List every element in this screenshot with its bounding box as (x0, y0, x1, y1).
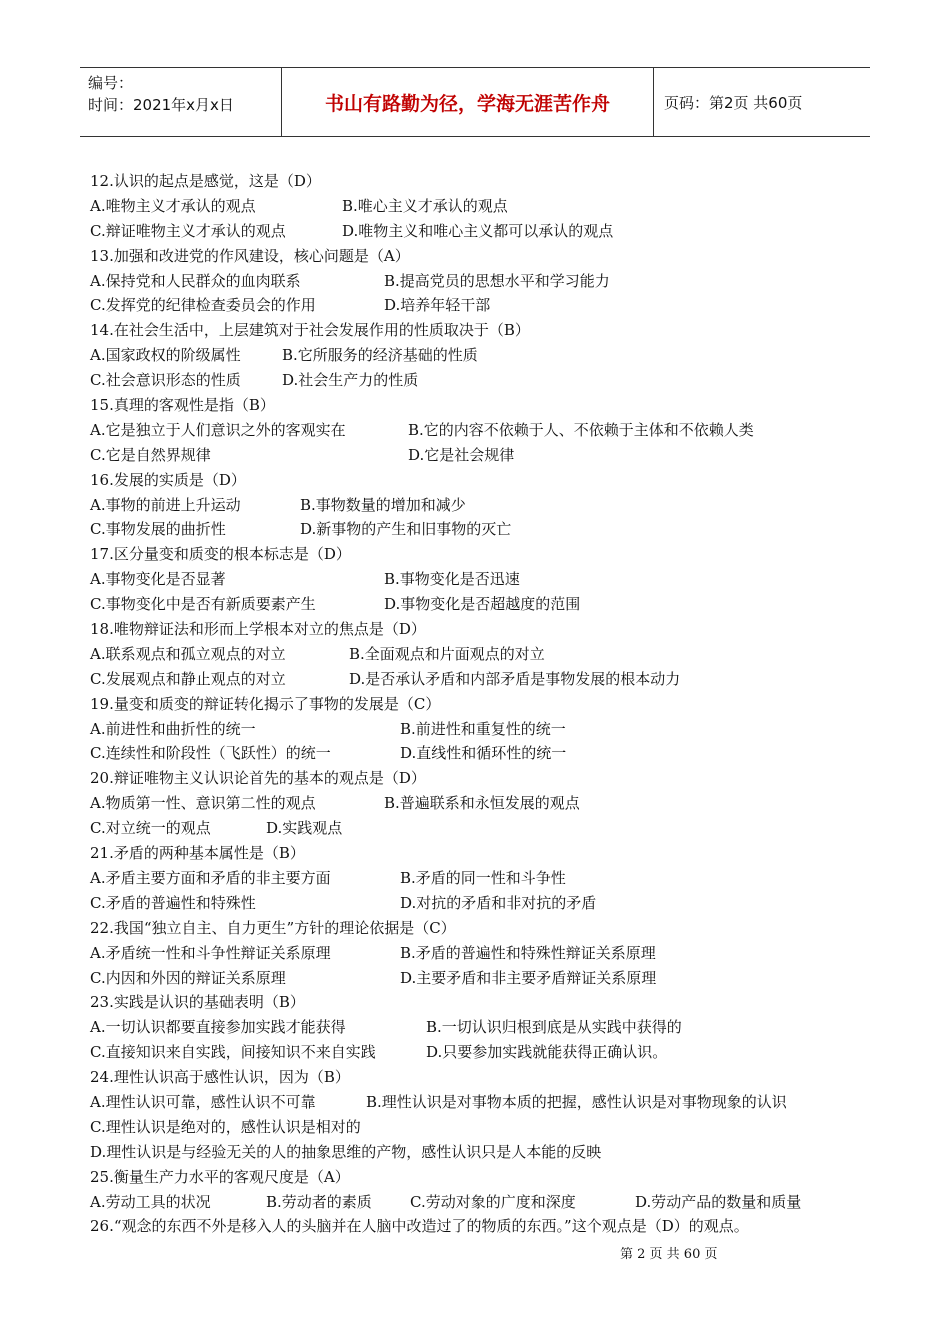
option-text: A.矛盾统一性和斗争性辩证关系原理 (90, 943, 331, 962)
option-text: C.对立统一的观点 (90, 819, 211, 838)
document-header (80, 67, 870, 137)
options-row (90, 741, 860, 766)
options-row (90, 1015, 860, 1040)
options-row (90, 567, 860, 592)
options-row (90, 219, 860, 244)
header-motto: 书山有路勤为径，学海无涯苦作舟 (282, 68, 654, 136)
question-list (90, 169, 860, 1239)
question-line: C.理性认识是绝对的，感性认识是相对的 (90, 1117, 361, 1136)
options-row (90, 269, 860, 294)
options-row (90, 717, 860, 742)
option-text: C.事物变化中是否有新质要素产生 (90, 595, 316, 614)
option-text: B.事物数量的增加和减少 (300, 495, 466, 514)
option-text: A.理性认识可靠，感性认识不可靠 (90, 1092, 316, 1111)
option-text: C.辩证唯物主义才承认的观点 (90, 221, 286, 240)
question-line: 24.理性认识高于感性认识，因为（B） (90, 1068, 350, 1087)
question-line: 21.矛盾的两种基本属性是（B） (90, 844, 305, 863)
option-text: A.它是独立于人们意识之外的客观实在 (90, 420, 346, 439)
question-line: 17.区分量变和质变的根本标志是（D） (90, 545, 351, 564)
question-line: 13.加强和改进党的作风建设，核心问题是（A） (90, 246, 410, 265)
option-text: A.唯物主义才承认的观点 (90, 196, 256, 215)
options-row (90, 493, 860, 518)
question-line: 16.发展的实质是（D） (90, 470, 246, 489)
option-text: C.发挥党的纪律检查委员会的作用 (90, 296, 316, 315)
question-line: D.理性认识是与经验无关的人的抽象思维的产物，感性认识只是人本能的反映 (90, 1142, 602, 1161)
options-row (90, 368, 860, 393)
option-text: C.内因和外因的辩证关系原理 (90, 968, 286, 987)
option-text: A.前进性和曲折性的统一 (90, 719, 256, 738)
page-footer: 第 2 页 共 60 页 (620, 1247, 718, 1262)
option-text: D.事物变化是否超越度的范围 (384, 595, 581, 614)
header-page-info: 页码：第2页 共60页 (664, 93, 803, 112)
options-row (90, 194, 860, 219)
date-label: 时间：2021年x月x日 (88, 96, 234, 114)
options-row (90, 667, 860, 692)
option-text: B.它的内容不依赖于人、不依赖于主体和不依赖人类 (408, 420, 754, 439)
option-text: A.一切认识都要直接参加实践才能获得 (90, 1018, 346, 1037)
question-line: 26.“观念的东西不外是移入人的头脑并在人脑中改造过了的物质的东西。”这个观点是（D）的观点。 (90, 1217, 749, 1236)
options-row (90, 418, 860, 443)
option-text: D.是否承认矛盾和内部矛盾是事物发展的根本动力 (349, 669, 681, 688)
option-text: D.唯物主义和唯心主义都可以承认的观点 (342, 221, 614, 240)
option-text: B.事物变化是否迅速 (384, 570, 520, 589)
option-text: B.普遍联系和永恒发展的观点 (384, 794, 580, 813)
option-text: C.事物发展的曲折性 (90, 520, 226, 539)
option-text: B.劳动者的素质 (266, 1192, 372, 1211)
options-row (90, 293, 860, 318)
question-line: 18.唯物辩证法和形而上学根本对立的焦点是（D） (90, 620, 426, 639)
option-text: D.主要矛盾和非主要矛盾辩证关系原理 (400, 968, 657, 987)
option-text: B.全面观点和片面观点的对立 (349, 644, 545, 663)
option-text: B.矛盾的同一性和斗争性 (400, 868, 566, 887)
option-text: D.实践观点 (266, 819, 343, 838)
header-meta (80, 68, 282, 136)
option-text: D.新事物的产生和旧事物的灭亡 (300, 520, 512, 539)
option-text: A.事物变化是否显著 (90, 570, 226, 589)
option-text: D.只要参加实践就能获得正确认识。 (426, 1043, 668, 1062)
options-row (90, 791, 860, 816)
option-text: A.矛盾主要方面和矛盾的非主要方面 (90, 868, 331, 887)
option-text: B.理性认识是对事物本质的把握，感性认识是对事物现象的认识 (366, 1092, 787, 1111)
options-row (90, 1090, 860, 1115)
option-text: D.对抗的矛盾和非对抗的矛盾 (400, 893, 597, 912)
options-row (90, 1040, 860, 1065)
option-text: B.前进性和重复性的统一 (400, 719, 566, 738)
option-text: B.唯心主义才承认的观点 (342, 196, 508, 215)
option-text: D.培养年轻干部 (384, 296, 491, 315)
option-text: A.事物的前进上升运动 (90, 495, 241, 514)
options-row (90, 343, 860, 368)
number-label: 编号： (88, 74, 134, 92)
question-line: 20.辩证唯物主义认识论首先的基本的观点是（D） (90, 769, 426, 788)
options-row (90, 1190, 860, 1215)
question-line: 19.量变和质变的辩证转化揭示了事物的发展是（C） (90, 694, 441, 713)
options-row (90, 891, 860, 916)
option-text: A.保持党和人民群众的血肉联系 (90, 271, 301, 290)
option-text: B.它所服务的经济基础的性质 (282, 346, 478, 365)
question-line: 14.在社会生活中，上层建筑对于社会发展作用的性质取决于（B） (90, 321, 530, 340)
options-row (90, 866, 860, 891)
question-line: 22.我国“独立自主、自力更生”方针的理论依据是（C） (90, 918, 456, 937)
option-text: D.直线性和循环性的统一 (400, 744, 567, 763)
option-text: C.连续性和阶段性（飞跃性）的统一 (90, 744, 331, 763)
option-text: C.发展观点和静止观点的对立 (90, 669, 286, 688)
option-text: C.直接知识来自实践，间接知识不来自实践 (90, 1043, 376, 1062)
options-row (90, 592, 860, 617)
option-text: B.矛盾的普遍性和特殊性辩证关系原理 (400, 943, 656, 962)
question-line: 12.认识的起点是感觉，这是（D） (90, 172, 321, 190)
options-row (90, 517, 860, 542)
option-text: C.劳动对象的广度和深度 (410, 1192, 576, 1211)
option-text: A.劳动工具的状况 (90, 1192, 211, 1211)
options-row (90, 941, 860, 966)
question-line: 15.真理的客观性是指（B） (90, 396, 275, 415)
options-row (90, 966, 860, 991)
options-row (90, 642, 860, 667)
option-text: D.它是社会规律 (408, 445, 515, 464)
option-text: A.国家政权的阶级属性 (90, 346, 241, 365)
option-text: B.一切认识归根到底是从实践中获得的 (426, 1018, 682, 1037)
question-line: 25.衡量生产力水平的客观尺度是（A） (90, 1167, 350, 1186)
option-text: A.联系观点和孤立观点的对立 (90, 644, 286, 663)
option-text: B.提高党员的思想水平和学习能力 (384, 271, 610, 290)
option-text: C.矛盾的普遍性和特殊性 (90, 893, 256, 912)
option-text: C.社会意识形态的性质 (90, 371, 241, 390)
option-text: D.社会生产力的性质 (282, 371, 419, 390)
option-text: A.物质第一性、意识第二性的观点 (90, 794, 316, 813)
options-row (90, 816, 860, 841)
question-line: 23.实践是认识的基础表明（B） (90, 993, 305, 1012)
option-text: C.它是自然界规律 (90, 445, 211, 464)
option-text: D.劳动产品的数量和质量 (635, 1192, 802, 1211)
options-row (90, 443, 860, 468)
